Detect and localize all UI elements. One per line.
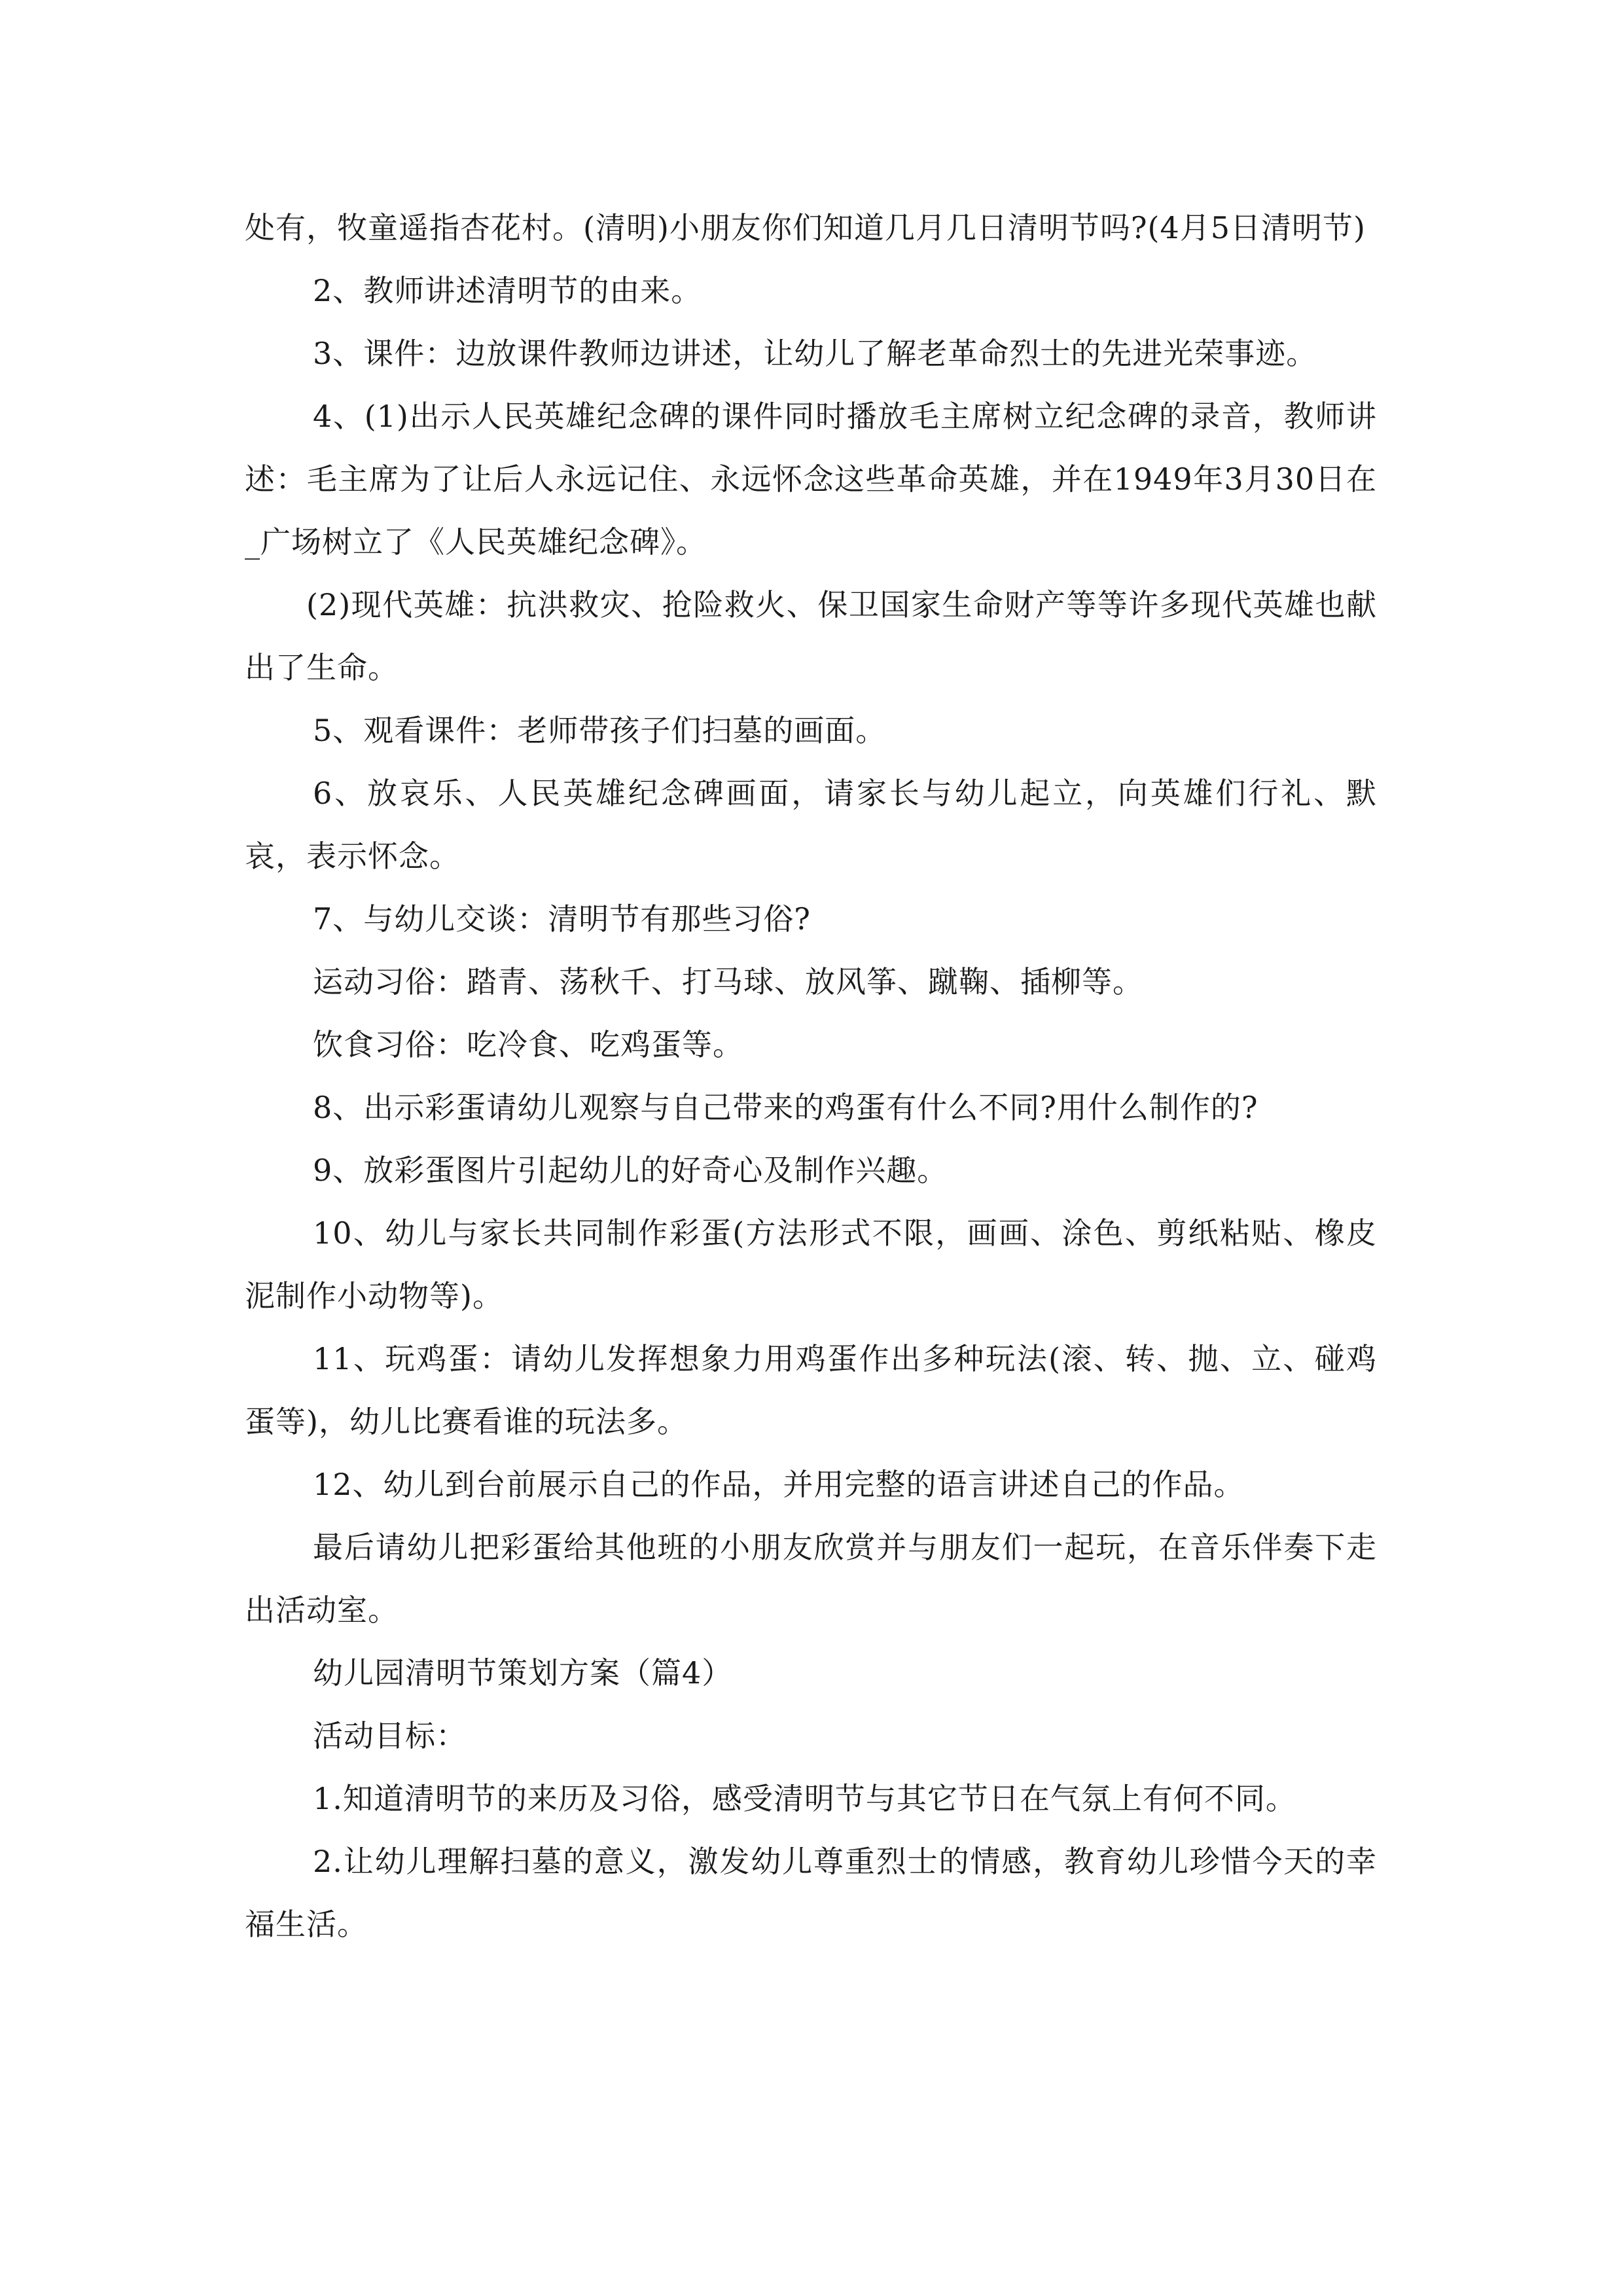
paragraph-step-2: 2、教师讲述清明节的由来。 — [313, 273, 702, 308]
paragraph-step-4-2: (2)现代英雄：抗洪救灾、抢险救火、保卫国家生命财产等等许多现代英雄也献出了生命。 — [245, 587, 1377, 685]
objective-1: 1.知道清明节的来历及习俗，感受清明节与其它节日在气氛上有何不同。 — [313, 1781, 1296, 1816]
paragraph-step-8: 8、出示彩蛋请幼儿观察与自己带来的鸡蛋有什么不同?用什么制作的? — [313, 1090, 1258, 1125]
document-body — [245, 196, 1377, 1956]
paragraph-food-customs: 饮食习俗：吃冷食、吃鸡蛋等。 — [313, 1027, 743, 1062]
paragraph-poem-continuation: 处有，牧童遥指杏花村。(清明)小朋友你们知道几月几日清明节吗?(4月5日清明节) — [245, 210, 1366, 245]
paragraph-step-11: 11、玩鸡蛋：请幼儿发挥想象力用鸡蛋作出多种玩法(滚、转、抛、立、碰鸡蛋等)，幼儿比赛看谁的玩法多。 — [245, 1341, 1377, 1439]
paragraph-step-7: 7、与幼儿交谈：清明节有那些习俗? — [313, 901, 811, 937]
section-heading: 幼儿园清明节策划方案（篇4） — [313, 1655, 733, 1691]
paragraph-step-5: 5、观看课件：老师带孩子们扫墓的画面。 — [313, 713, 887, 748]
objectives-label: 活动目标： — [313, 1718, 467, 1753]
paragraph-step-6: 6、放哀乐、人民英雄纪念碑画面，请家长与幼儿起立，向英雄们行礼、默哀，表示怀念。 — [245, 776, 1377, 874]
objective-2: 2.让幼儿理解扫墓的意义，激发幼儿尊重烈士的情感，教育幼儿珍惜今天的幸福生活。 — [245, 1844, 1377, 1942]
paragraph-step-4: 4、(1)出示人民英雄纪念碑的课件同时播放毛主席树立纪念碑的录音，教师讲述：毛主席为了让后人永远记住、永远怀念这些革命英雄，并在1949年3月30日在_广场树立了《人民英雄纪念碑》。 — [245, 399, 1377, 560]
paragraph-sports-customs: 运动习俗：踏青、荡秋千、打马球、放风筝、蹴鞠、插柳等。 — [313, 964, 1143, 999]
paragraph-closing: 最后请幼儿把彩蛋给其他班的小朋友欣赏并与朋友们一起玩，在音乐伴奏下走出活动室。 — [245, 1530, 1377, 1628]
paragraph-step-3: 3、课件：边放课件教师边讲述，让幼儿了解老革命烈士的先进光荣事迹。 — [313, 336, 1317, 371]
paragraph-step-9: 9、放彩蛋图片引起幼儿的好奇心及制作兴趣。 — [313, 1153, 948, 1188]
paragraph-step-10: 10、幼儿与家长共同制作彩蛋(方法形式不限，画画、涂色、剪纸粘贴、橡皮泥制作小动物等)。 — [245, 1215, 1377, 1314]
paragraph-step-12: 12、幼儿到台前展示自己的作品，并用完整的语言讲述自己的作品。 — [313, 1467, 1245, 1502]
